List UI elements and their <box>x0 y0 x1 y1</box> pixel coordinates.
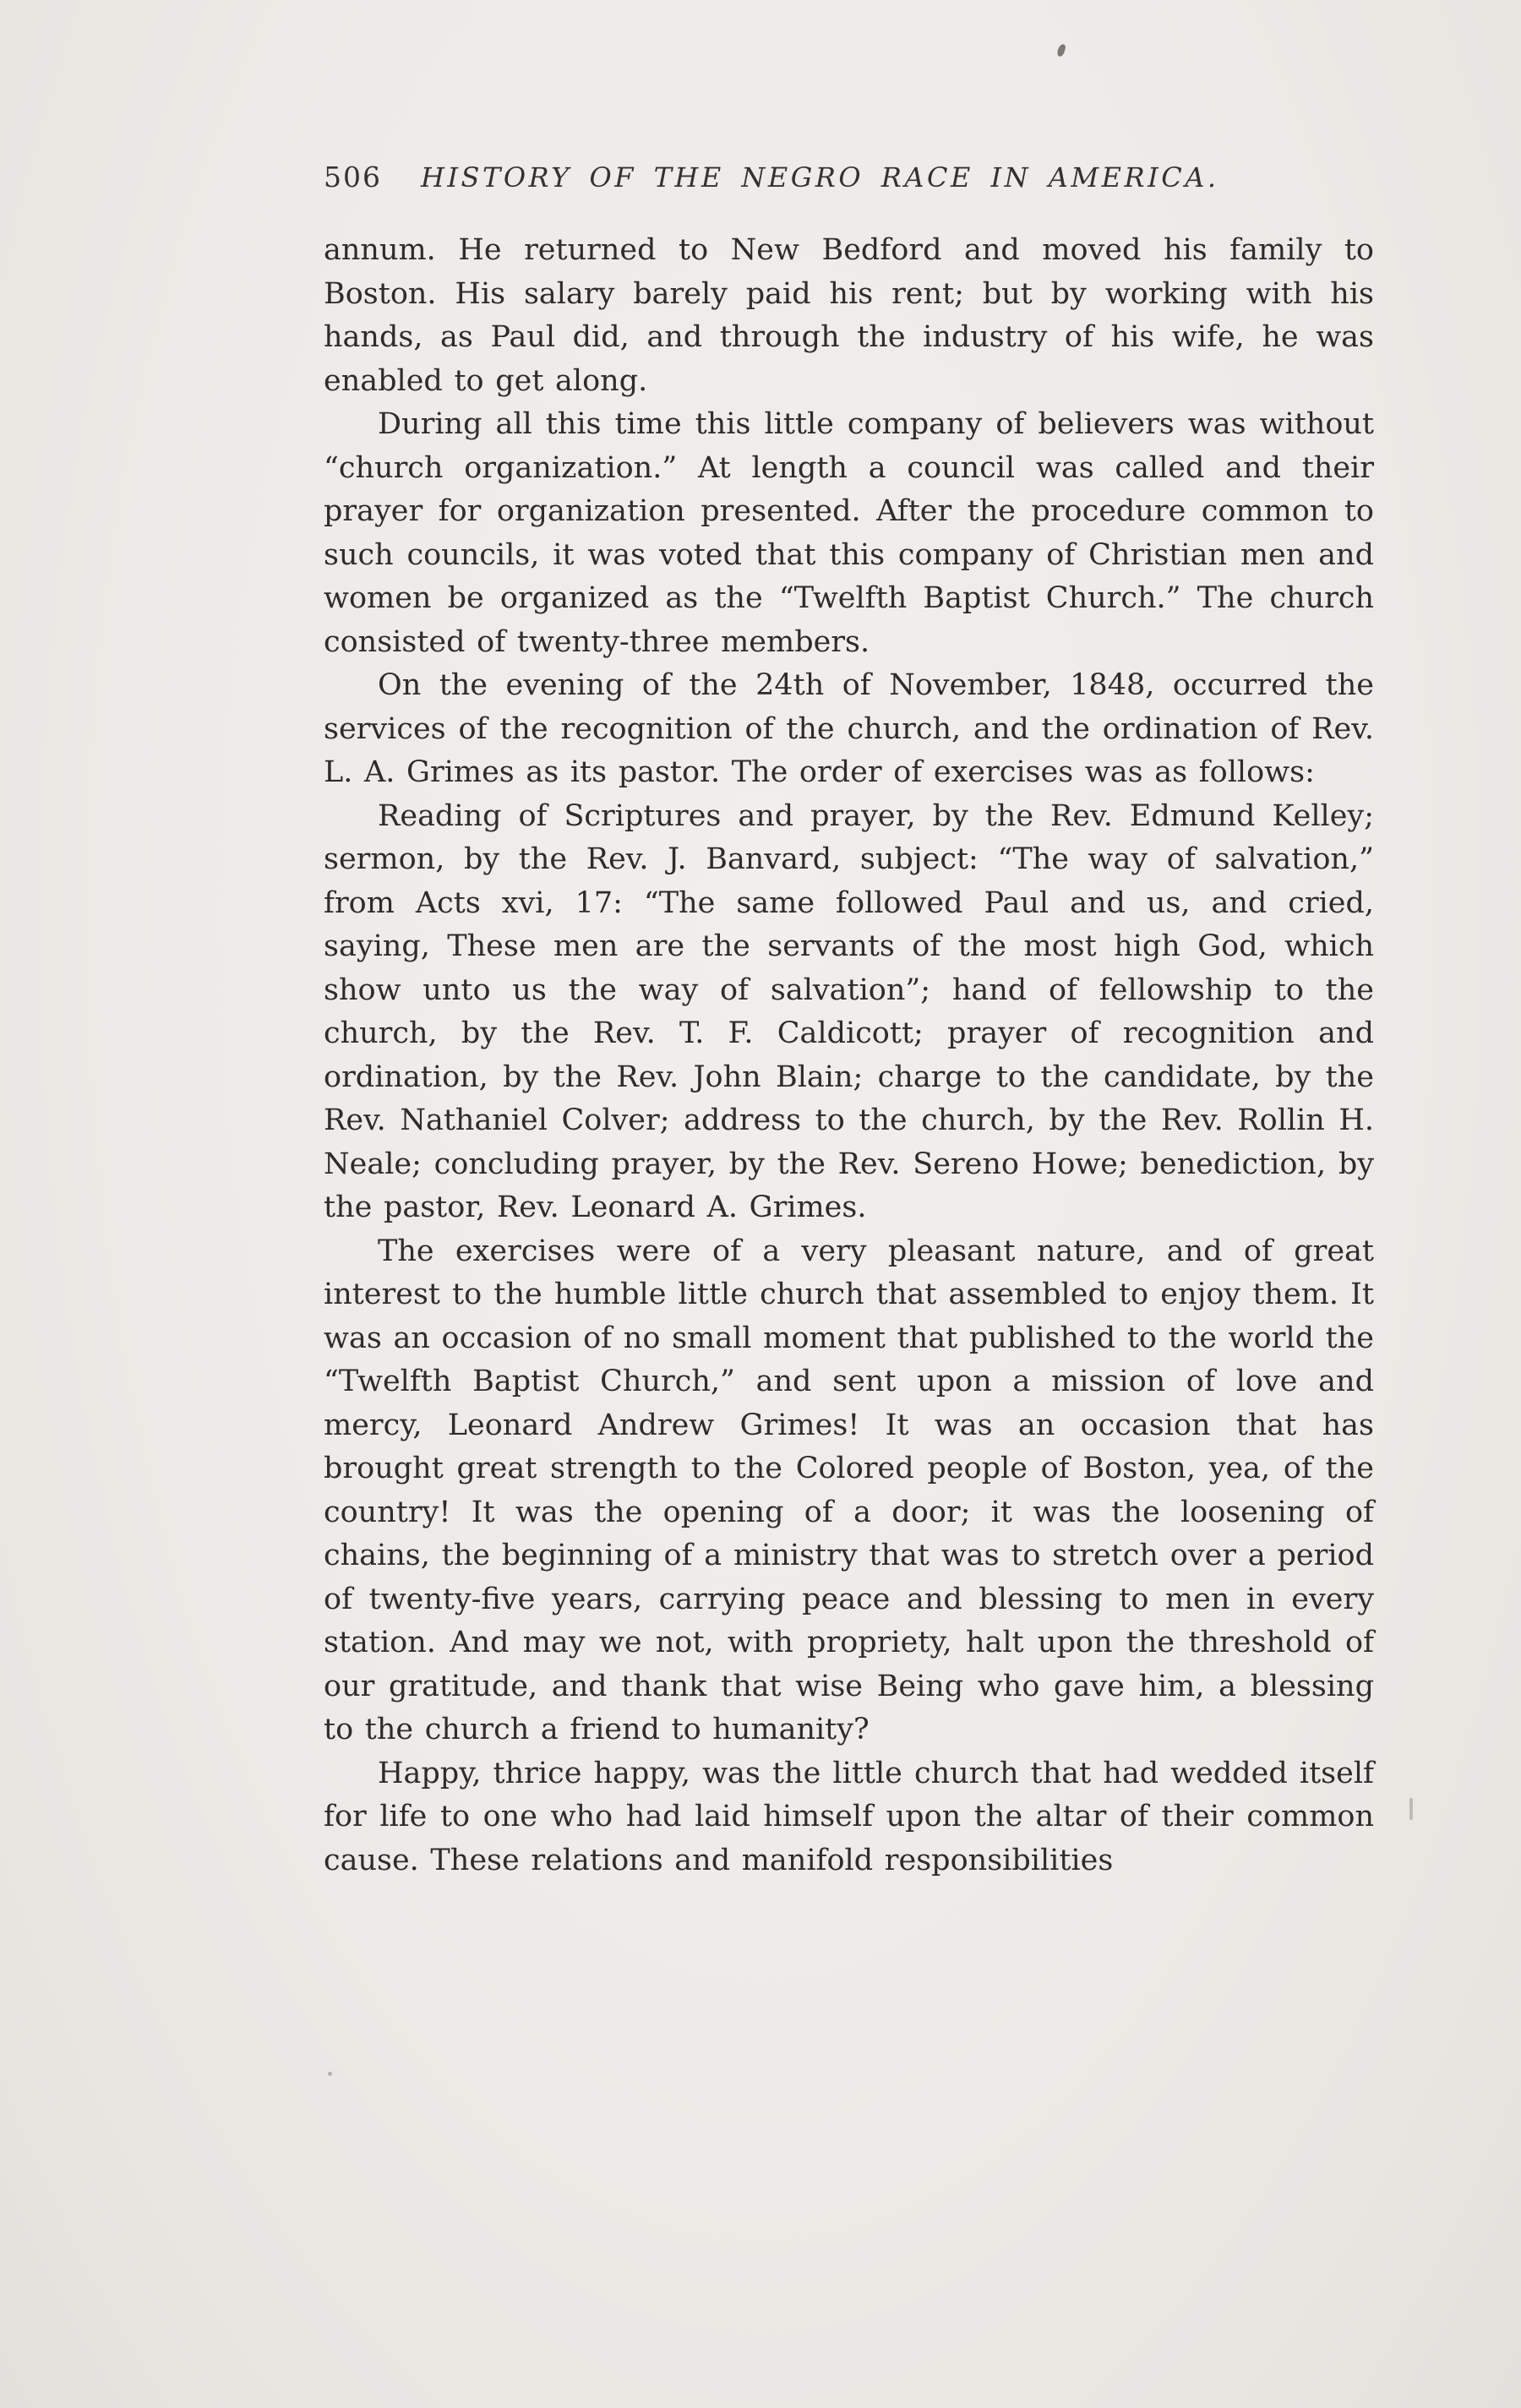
page-body <box>324 229 1374 1882</box>
running-title: HISTORY OF THE NEGRO RACE IN AMERICA. <box>421 161 1219 193</box>
text-block <box>324 161 1374 1882</box>
scan-artifact <box>328 2072 332 2076</box>
page-number: 506 <box>324 161 382 193</box>
paragraph: During all this time this little company of believers was without “church organization.” At length a council was called and their prayer for organization presented. After the procedure common to such councils, it was voted that this company of Christian men and women be organized as the “Twelfth Baptist Church.” The church consisted of twenty-three members. <box>324 407 1374 659</box>
page-header <box>324 161 1374 193</box>
paragraph: Happy, thrice happy, was the little church that had wedded itself for life to one who had laid himself upon the altar of their common cause. These relations and manifold responsibilities <box>324 1756 1374 1877</box>
paragraph: The exercises were of a very pleasant nature, and of great interest to the humble little church that assembled to enjoy them. It was an occasion of no small moment that published to the world the “Twelfth Baptist Church,” and sent upon a mission of love and mercy, Leonard Andrew Grimes! It was an occasion that has brought great strength to the Colored people of Boston, yea, of the country! It was the opening of a door; it was the loosening of chains, the beginning of a ministry that was to stretch over a period of twenty-five years, carrying peace and blessing to men in every station. And may we not, with propriety, halt upon the threshold of our gratitude, and thank that wise Being who gave him, a blessing to the church a friend to humanity? <box>324 1234 1374 1746</box>
paragraph: On the evening of the 24th of November, 1848, occurred the services of the recognition of the church, and the ordination of Rev. L. A. Grimes as its pastor. The order of exercises was as follows: <box>324 668 1374 789</box>
scan-artifact <box>1056 43 1066 57</box>
scan-artifact <box>1409 1798 1413 1820</box>
paragraph: annum. He returned to New Bedford and moved his family to Boston. His salary barely paid his rent; but by working with his hands, as Paul did, and through the industry of his wife, he was enabled to get along. <box>324 233 1374 398</box>
paragraph: Reading of Scriptures and prayer, by the Rev. Edmund Kelley; sermon, by the Rev. J. Banvard, subject: “The way of salvation,” from Acts xvi, 17: “The same followed Paul and us, and cried, saying, These men are the servants of the most high God, which show unto us the way of salvation”; hand of fellowship to the church, by the Rev. T. F. Caldicott; prayer of recognition and ordination, by the Rev. John Blain; charge to the candidate, by the Rev. Nathaniel Colver; address to the church, by the Rev. Rollin H. Neale; concluding prayer, by the Rev. Sereno Howe; benediction, by the pastor, Rev. Leonard A. Grimes. <box>324 798 1374 1224</box>
